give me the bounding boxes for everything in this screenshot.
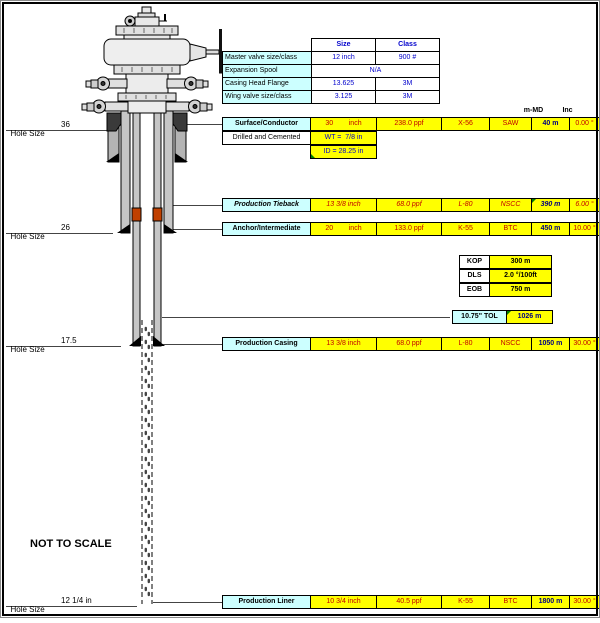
eob-label: EOB [459, 283, 490, 297]
wing-valve-class[interactable]: 3M [375, 90, 440, 104]
production-liner-label: Production Liner [222, 595, 311, 609]
tol-row [452, 310, 553, 324]
eob-row [459, 283, 552, 297]
hole-size-12-25 [6, 596, 92, 623]
liner-grade-cell[interactable]: K-55 [441, 595, 490, 609]
wing-valve-size[interactable]: 3.125 [311, 90, 376, 104]
casing-row-surface [222, 117, 600, 131]
kop-row [459, 255, 552, 269]
liner-connection-cell[interactable]: BTC [489, 595, 532, 609]
production-casing [129, 106, 165, 346]
tieback-connection-cell[interactable]: NSCC [489, 198, 532, 212]
production-connection-cell[interactable]: NSCC [489, 337, 532, 351]
master-valve-size[interactable]: 12 inch [311, 51, 376, 65]
casing-head-flange-label: Casing Head Flange [222, 77, 312, 91]
anchor-connection-cell[interactable]: BTC [489, 222, 532, 236]
surface-weight-cell[interactable]: 238.0 ppf [376, 117, 442, 131]
tieback-grade-cell[interactable]: L-80 [441, 198, 490, 212]
wing-valve-label: Wing valve size/class [222, 90, 312, 104]
hole-size-26 [6, 223, 70, 250]
hole-size-value: 26 [61, 223, 70, 232]
master-valve-class[interactable]: 900 # [375, 51, 440, 65]
kop-value[interactable]: 300 m [489, 255, 552, 269]
table-row [222, 64, 440, 78]
anchor-weight-cell[interactable]: 133.0 ppf [376, 222, 442, 236]
dls-value[interactable]: 2.0 °/100ft [489, 269, 552, 283]
production-grade-cell[interactable]: L-80 [441, 337, 490, 351]
depth-column-header: m-MD [523, 107, 544, 114]
dls-row [459, 269, 552, 283]
tieback-size-cell[interactable]: 13 3/8 inch [310, 198, 377, 212]
surface-id-row [310, 145, 377, 159]
surface-id-cell[interactable]: ID = 28.25 in [310, 145, 377, 159]
tieback-weight-cell[interactable]: 68.0 ppf [376, 198, 442, 212]
tieback-seal-left [132, 208, 141, 221]
expansion-spool-value[interactable]: N/A [311, 64, 440, 78]
hole-size-value: 17.5 [61, 336, 77, 345]
anchor-casing [117, 106, 177, 233]
inclination-column-header: Inc [562, 107, 573, 114]
production-casing-label: Production Casing [222, 337, 311, 351]
tol-depth-cell[interactable]: 1026 m [506, 310, 553, 324]
hole-size-17-5 [6, 336, 77, 363]
tieback-seal-right [153, 208, 162, 221]
hole-size-label: Hole Size [10, 129, 45, 138]
expansion-spool-label: Expansion Spool [222, 64, 312, 78]
tol-label: 10.75" TOL [452, 310, 507, 324]
wellhead-table-size-header: Size [311, 38, 376, 52]
liner-weight-cell[interactable]: 40.5 ppf [376, 595, 442, 609]
surface-size-cell[interactable]: 30 inch [310, 117, 377, 131]
tieback-depth-cell[interactable]: 390 m [531, 198, 570, 212]
casing-head-flange-class[interactable]: 3M [375, 77, 440, 91]
surface-extra-row [222, 131, 377, 145]
dls-label: DLS [459, 269, 490, 283]
anchor-depth-cell[interactable]: 450 m [531, 222, 570, 236]
production-depth-cell[interactable]: 1050 m [531, 337, 570, 351]
master-valve-label: Master valve size/class [222, 51, 312, 65]
drilled-cemented-label: Drilled and Cemented [222, 131, 311, 145]
wellhead-table-header [222, 38, 440, 52]
casing-head-flange-size[interactable]: 13.625 [311, 77, 376, 91]
wellhead-table-corner [222, 38, 312, 52]
table-row [222, 51, 440, 65]
hole-size-value: 36 [61, 120, 70, 129]
table-row [222, 90, 440, 104]
depth-lines [6, 125, 450, 607]
production-liner [142, 320, 152, 604]
production-inc-cell[interactable]: 30.00 ° [569, 337, 600, 351]
production-weight-cell[interactable]: 68.0 ppf [376, 337, 442, 351]
liner-size-cell[interactable]: 10 3/4 inch [310, 595, 377, 609]
surface-depth-cell[interactable]: 40 m [531, 117, 570, 131]
casing-row-anchor [222, 222, 600, 236]
conductor-casing [106, 113, 188, 162]
casing-row-liner [222, 595, 600, 609]
production-size-cell[interactable]: 13 3/8 inch [310, 337, 377, 351]
hole-size-label: Hole Size [10, 345, 45, 354]
table-row [222, 77, 440, 91]
wellhead-table-class-header: Class [375, 38, 440, 52]
tieback-inc-cell[interactable]: 6.00 ° [569, 198, 600, 212]
surface-conductor-label: Surface/Conductor [222, 117, 311, 131]
hole-size-label: Hole Size [10, 605, 45, 614]
hole-size-value: 12 1/4 in [61, 596, 92, 605]
liner-depth-cell[interactable]: 1800 m [531, 595, 570, 609]
production-tieback-label: Production Tieback [222, 198, 311, 212]
kop-label: KOP [459, 255, 490, 269]
surface-inc-cell[interactable]: 0.00 ° [569, 117, 600, 131]
hole-size-label: Hole Size [10, 232, 45, 241]
casing-row-tieback [222, 198, 600, 212]
anchor-inc-cell[interactable]: 10.00 ° [569, 222, 600, 236]
not-to-scale-note: NOT TO SCALE [30, 538, 112, 550]
anchor-intermediate-label: Anchor/Intermediate [222, 222, 311, 236]
wellhead-diagram [82, 7, 229, 113]
anchor-grade-cell[interactable]: K-55 [441, 222, 490, 236]
eob-value[interactable]: 750 m [489, 283, 552, 297]
surface-connection-cell[interactable]: SAW [489, 117, 532, 131]
hole-size-36 [6, 120, 70, 147]
liner-inc-cell[interactable]: 30.00 ° [569, 595, 600, 609]
anchor-size-cell[interactable]: 20 inch [310, 222, 377, 236]
surface-wt-cell[interactable]: WT = 7/8 in [310, 131, 377, 145]
surface-grade-cell[interactable]: X-56 [441, 117, 490, 131]
casing-row-production [222, 337, 600, 351]
